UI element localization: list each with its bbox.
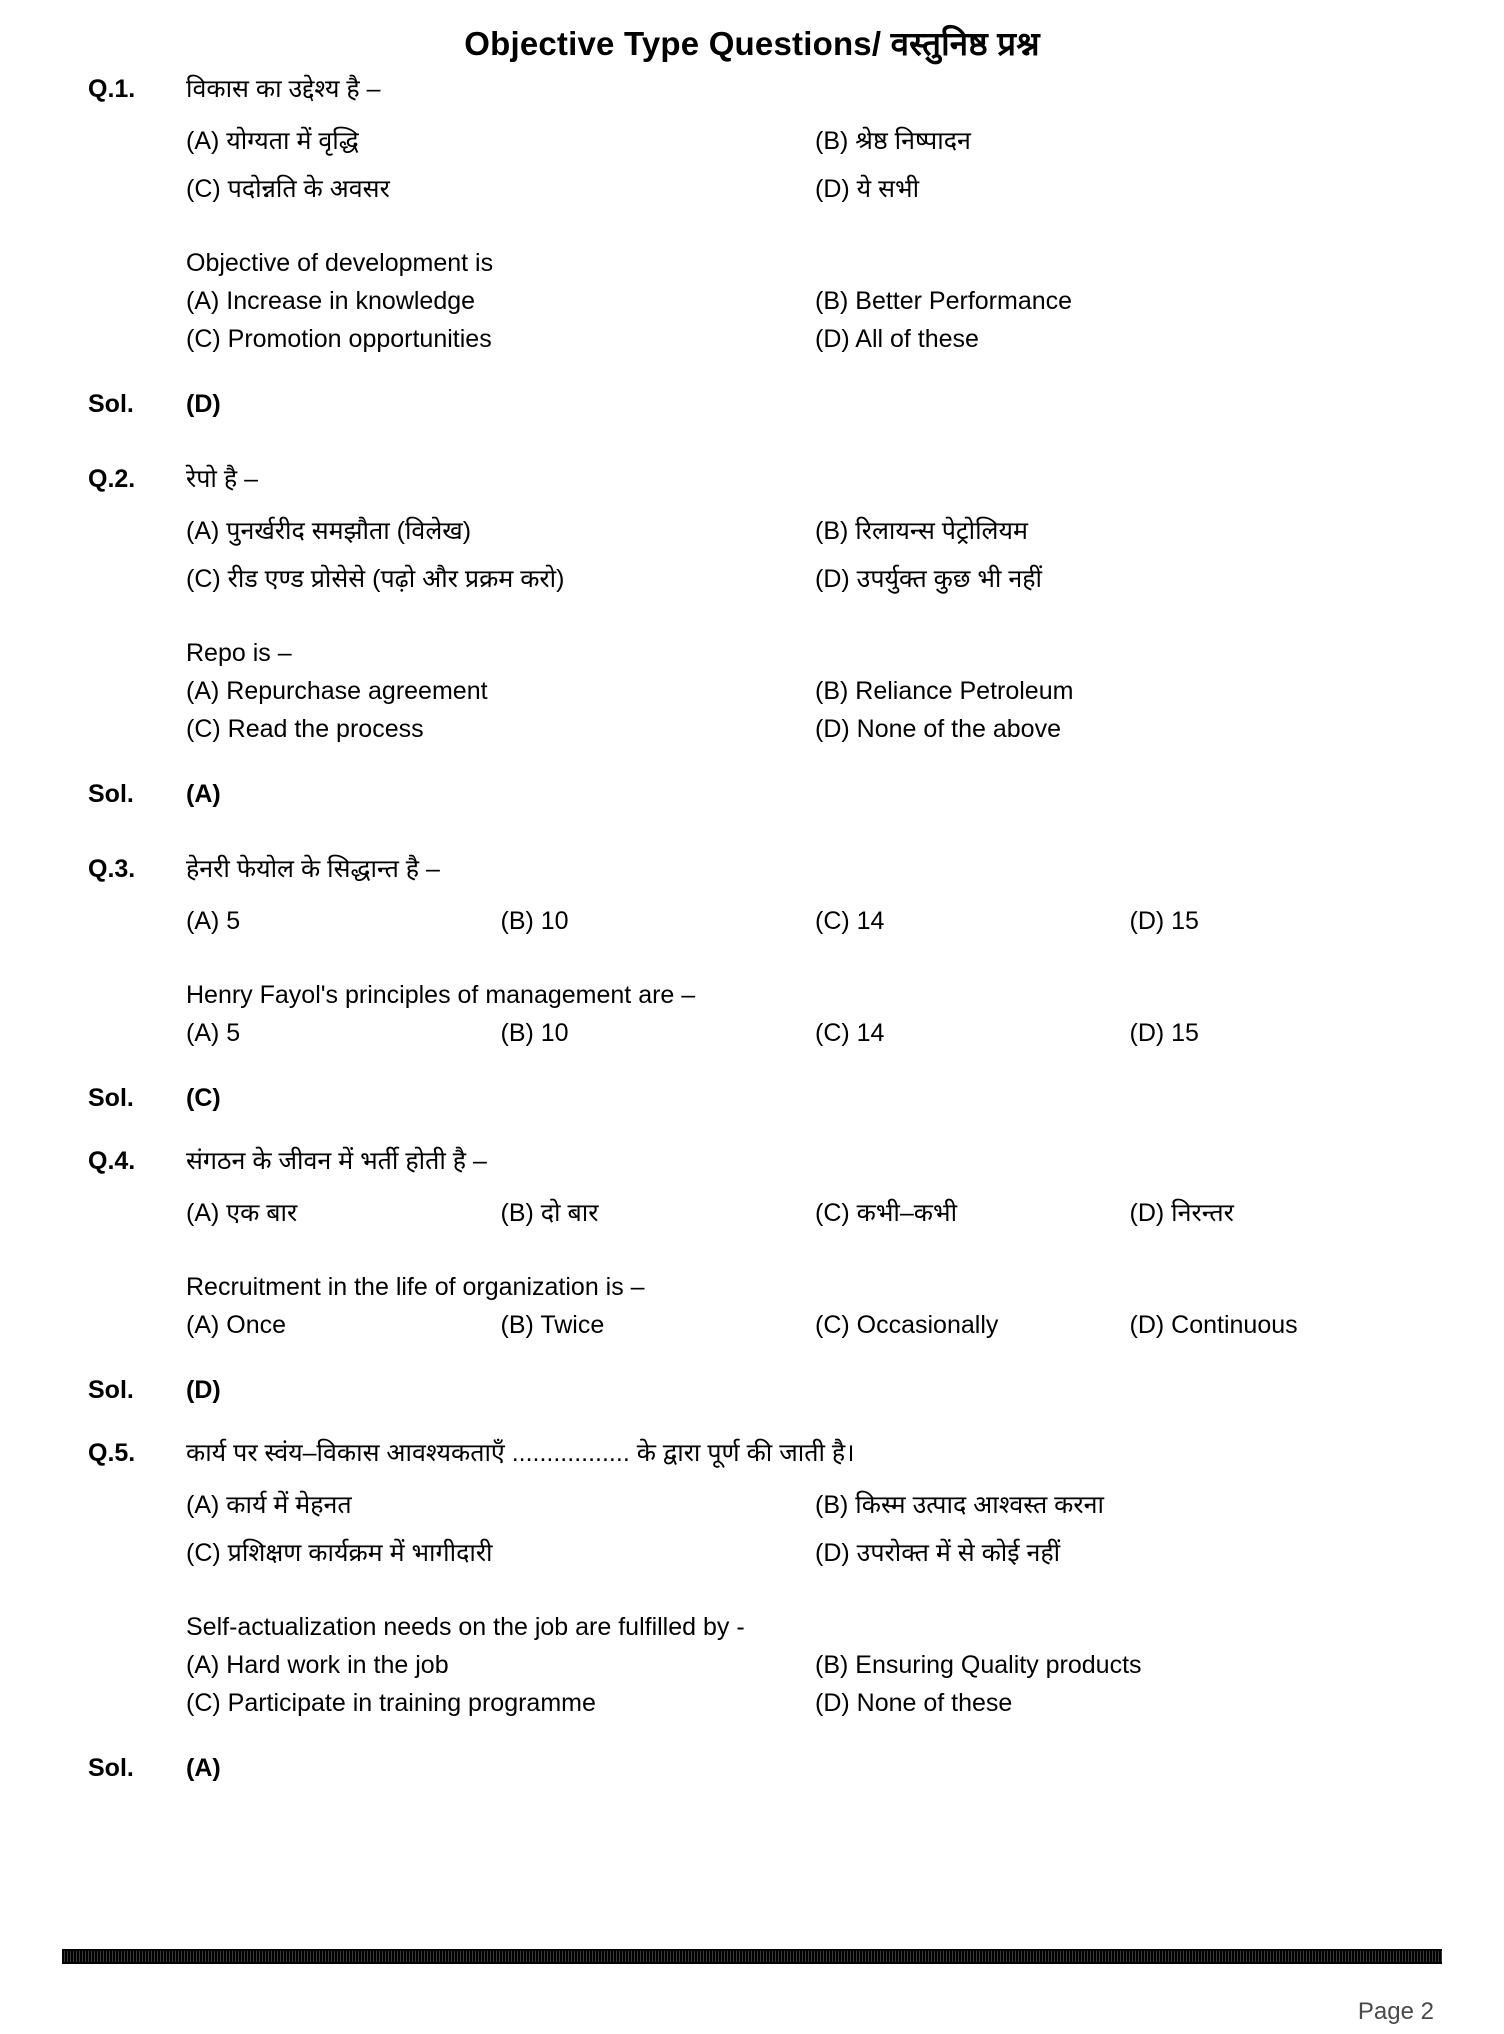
questions-container [0, 71, 1504, 1783]
option-a-hindi[interactable]: (A) 5 [186, 907, 241, 935]
option-a-english[interactable]: (A) Increase in knowledge [186, 287, 476, 315]
options-row-english [186, 1648, 1444, 1682]
question-stem-row [88, 71, 1444, 356]
question-stem-row [88, 1143, 1444, 1342]
question-stem-english: Henry Fayol's principles of management are – [186, 981, 696, 1009]
question-stem-hindi: विकास का उद्देश्य है – [186, 75, 381, 103]
option-a-english[interactable]: (A) Repurchase agreement [186, 677, 488, 705]
question-block-4 [88, 1143, 1444, 1405]
option-b-english[interactable]: (B) Twice [500, 1311, 605, 1339]
solution-answer: (D) [186, 1376, 221, 1404]
question-stem-english: Recruitment in the life of organization is – [186, 1273, 645, 1301]
solution-label: Sol. [88, 1084, 134, 1112]
options-row-english [186, 1016, 1444, 1050]
question-english-group [186, 1611, 1444, 1720]
question-number: Q.2. [88, 465, 136, 493]
option-b-hindi[interactable]: (B) 10 [500, 907, 569, 935]
question-english-group [186, 247, 1444, 356]
options-row-hindi [186, 171, 1444, 207]
option-d-hindi[interactable]: (D) ये सभी [815, 175, 920, 203]
option-d-hindi[interactable]: (D) उपरोक्त में से कोई नहीं [815, 1539, 1061, 1567]
option-d-english[interactable]: (D) None of these [815, 1689, 1013, 1717]
options-row-hindi [186, 1535, 1444, 1571]
option-d-hindi[interactable]: (D) 15 [1129, 907, 1199, 935]
option-d-english[interactable]: (D) All of these [815, 325, 979, 353]
option-c-hindi[interactable]: (C) प्रशिक्षण कार्यक्रम में भागीदारी [186, 1539, 493, 1567]
question-english-group [186, 637, 1444, 746]
option-c-english[interactable]: (C) Read the process [186, 715, 424, 743]
spacer [88, 1405, 1444, 1435]
question-english-group [186, 1271, 1444, 1342]
solution-answer: (D) [186, 390, 221, 418]
options-row-english [186, 284, 1444, 318]
option-b-hindi[interactable]: (B) किस्म उत्पाद आश्वस्त करना [815, 1491, 1104, 1519]
page-title: Objective Type Questions/ वस्तुनिष्ठ प्रश्न [464, 25, 1040, 62]
question-body [186, 1435, 1444, 1720]
spacer [88, 419, 1444, 461]
question-stem-hindi: संगठन के जीवन में भर्ती होती है – [186, 1147, 487, 1175]
option-a-hindi[interactable]: (A) कार्य में मेहनत [186, 1491, 352, 1519]
options-row-english [186, 1308, 1444, 1342]
option-a-hindi[interactable]: (A) पुनर्खरीद समझौता (विलेख) [186, 517, 472, 545]
option-c-english[interactable]: (C) Occasionally [815, 1311, 999, 1339]
solution-answer: (A) [186, 780, 221, 808]
question-stem-english: Repo is – [186, 639, 292, 667]
question-block-1 [88, 71, 1444, 419]
options-row-english [186, 674, 1444, 708]
question-block-2 [88, 461, 1444, 809]
options-row-hindi [186, 561, 1444, 597]
spacer [88, 809, 1444, 851]
spacer [88, 1113, 1444, 1143]
solution-answer: (C) [186, 1084, 221, 1112]
question-stem-hindi: रेपो है – [186, 465, 258, 493]
options-row-hindi [186, 1487, 1444, 1523]
option-d-english[interactable]: (D) 15 [1129, 1019, 1199, 1047]
question-stem-hindi: कार्य पर स्वंय–विकास आवश्यकताएँ ................. के द्वारा पूर्ण की जाती है। [186, 1439, 855, 1467]
option-c-hindi[interactable]: (C) रीड एण्ड प्रोसेसे (पढ़ो और प्रक्रम करो) [186, 565, 565, 593]
footer-page-number: Page 2 [1357, 1998, 1434, 2025]
question-block-3 [88, 851, 1444, 1113]
footer-divider [62, 1949, 1442, 1964]
option-d-hindi[interactable]: (D) उपर्युक्त कुछ भी नहीं [815, 565, 1042, 593]
option-a-hindi[interactable]: (A) एक बार [186, 1199, 298, 1227]
solution-row [88, 780, 1444, 809]
question-english-group [186, 979, 1444, 1050]
solution-answer: (A) [186, 1754, 221, 1782]
question-body [186, 461, 1444, 746]
option-b-english[interactable]: (B) Reliance Petroleum [815, 677, 1074, 705]
option-c-english[interactable]: (C) Participate in training programme [186, 1689, 596, 1717]
question-number: Q.4. [88, 1147, 136, 1175]
option-b-english[interactable]: (B) Ensuring Quality products [815, 1651, 1142, 1679]
solution-label: Sol. [88, 1376, 134, 1404]
option-d-english[interactable]: (D) None of the above [815, 715, 1061, 743]
solution-row [88, 1754, 1444, 1783]
options-row-hindi [186, 1195, 1444, 1231]
solution-row [88, 1084, 1444, 1113]
option-d-hindi[interactable]: (D) निरन्तर [1129, 1199, 1234, 1227]
option-b-hindi[interactable]: (B) श्रेष्ठ निष्पादन [815, 127, 971, 155]
options-row-english [186, 1686, 1444, 1720]
question-stem-english: Self-actualization needs on the job are fulfilled by - [186, 1613, 745, 1641]
options-row-hindi [186, 123, 1444, 159]
question-number: Q.3. [88, 855, 136, 883]
solution-label: Sol. [88, 1754, 134, 1782]
question-number: Q.1. [88, 75, 136, 103]
options-row-english [186, 712, 1444, 746]
question-block-5 [88, 1435, 1444, 1783]
option-c-hindi[interactable]: (C) 14 [815, 907, 885, 935]
question-stem-row [88, 851, 1444, 1050]
option-d-english[interactable]: (D) Continuous [1129, 1311, 1298, 1339]
options-row-hindi [186, 513, 1444, 549]
question-stem-row [88, 1435, 1444, 1720]
solution-row [88, 390, 1444, 419]
option-b-hindi[interactable]: (B) रिलायन्स पेट्रोलियम [815, 517, 1028, 545]
question-body [186, 1143, 1444, 1342]
question-stem-english: Objective of development is [186, 249, 494, 277]
option-c-english[interactable]: (C) Promotion opportunities [186, 325, 492, 353]
solution-row [88, 1376, 1444, 1405]
option-b-english[interactable]: (B) Better Performance [815, 287, 1073, 315]
option-c-hindi[interactable]: (C) पदोन्नति के अवसर [186, 175, 390, 203]
options-row-english [186, 322, 1444, 356]
option-a-english[interactable]: (A) Once [186, 1311, 287, 1339]
option-a-english[interactable]: (A) 5 [186, 1019, 241, 1047]
question-body [186, 851, 1444, 1050]
question-body [186, 71, 1444, 356]
solution-label: Sol. [88, 780, 134, 808]
option-a-english[interactable]: (A) Hard work in the job [186, 1651, 449, 1679]
solution-label: Sol. [88, 390, 134, 418]
option-c-english[interactable]: (C) 14 [815, 1019, 885, 1047]
option-c-hindi[interactable]: (C) कभी–कभी [815, 1199, 958, 1227]
question-stem-hindi: हेनरी फेयोल के सिद्धान्त है – [186, 855, 440, 883]
question-number: Q.5. [88, 1439, 136, 1467]
question-stem-row [88, 461, 1444, 746]
option-b-hindi[interactable]: (B) दो बार [500, 1199, 599, 1227]
option-b-english[interactable]: (B) 10 [500, 1019, 569, 1047]
options-row-hindi [186, 903, 1444, 939]
option-a-hindi[interactable]: (A) योग्यता में वृद्धि [186, 127, 359, 155]
